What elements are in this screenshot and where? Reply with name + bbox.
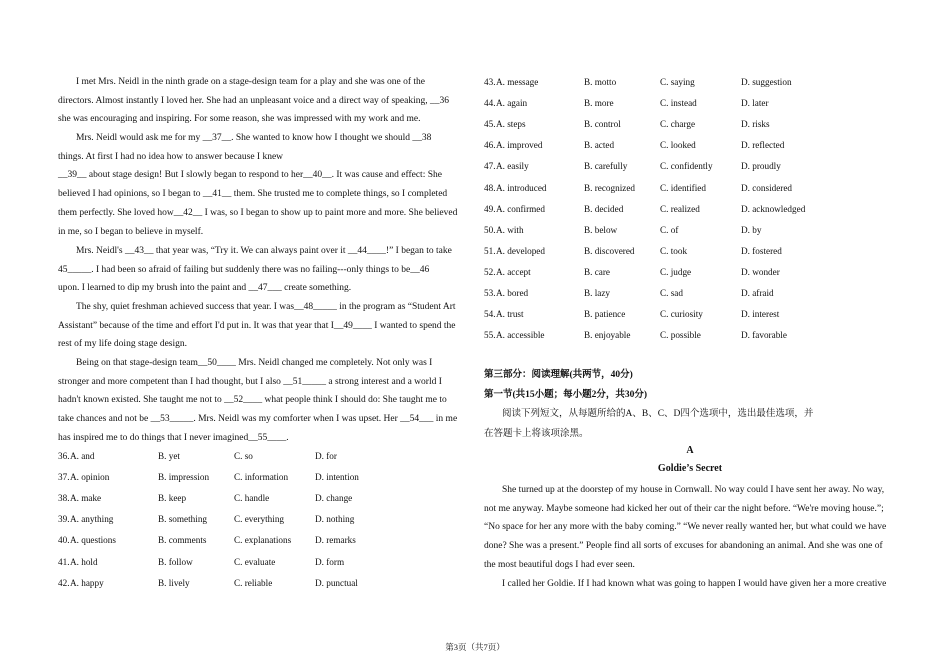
option-c: C. confidently: [660, 161, 713, 172]
question-number: 39.: [58, 514, 70, 525]
cloze-line: hadn't known existed. She taught me not to __52____ what people think I should do: She taught me to: [58, 395, 447, 406]
option-d: D. change: [315, 493, 353, 504]
cloze-line: Mrs. Neidl's __43__ that year was, “Try it. We can always paint over it __44____!” I began to take: [76, 246, 452, 256]
option-d: D. risks: [741, 119, 770, 130]
cloze-line: Assistant” because of the time and effort I'd put in. It was that year that I__49____ I wanted to spend the: [58, 320, 456, 331]
option-b: B. decided: [584, 203, 624, 214]
cloze-paragraph: [58, 298, 468, 354]
reading-line: the most beautiful dogs I had ever seen.: [484, 559, 635, 570]
section3-instruction-line2: 在答题卡上将该项涂黑。: [484, 429, 589, 439]
option-b: B. recognized: [584, 182, 636, 193]
cloze-line: directors. Almost instantly I loved her. She had an unpleasant voice and a direct way of speaking, __36: [58, 95, 449, 106]
option-b: B. something: [158, 514, 208, 525]
question-number: 53.: [484, 288, 496, 298]
question-number: 41.: [58, 556, 70, 567]
option-b: B. enjoyable: [584, 330, 631, 341]
option-b: B. acted: [584, 140, 615, 151]
option-a: A. introduced: [496, 182, 547, 193]
cloze-line: she was encouraging and inspiring. For some reason, she was impressed with my work and me.: [58, 114, 421, 125]
cloze-line: rest of my life doing stage design.: [58, 339, 188, 350]
question-number: 52.: [484, 266, 496, 277]
option-b: B. impression: [158, 472, 210, 483]
option-d: D. nothing: [315, 514, 355, 525]
option-b: B. yet: [158, 451, 180, 461]
reading-line: She turned up at the doorstep of my house in Cornwall. No way could I have sent her away. No way,: [502, 485, 885, 495]
option-a: A. make: [70, 493, 102, 504]
option-c: C. possible: [660, 330, 701, 341]
cloze-line: Being on that stage-design team__50____ Mrs. Neidl changed me completely. Not only was I: [76, 358, 433, 368]
question-number: 47.: [484, 161, 496, 172]
passage-title: Goldie’s Secret: [657, 463, 723, 474]
cloze-line: The shy, quiet freshman achieved success that year. I was__48_____ in the program as “Student Art: [76, 302, 456, 312]
option-b: B. control: [584, 119, 621, 130]
option-a: A. accept: [496, 266, 531, 277]
section3-instruction-line1: 阅读下列短文，从每题所给的A、B、C、D四个选项中，选出最佳选项，并: [502, 409, 814, 419]
option-d: D. afraid: [741, 288, 774, 298]
option-c: C. reliable: [234, 577, 273, 588]
cloze-line: Mrs. Neidl would ask me for my __37__. She wanted to know how I thought we should __38: [76, 133, 432, 143]
option-d: D. form: [315, 556, 345, 567]
option-b: B. care: [584, 266, 611, 277]
option-a: A. questions: [70, 535, 116, 546]
option-d: D. interest: [741, 309, 780, 320]
question-number: 37.: [58, 472, 70, 483]
question-number: 40.: [58, 535, 70, 546]
question-number: 44.: [484, 98, 496, 109]
reading-line: done? She was a present.” People find all sorts of excuses for abandoning an animal. And she was one of: [484, 541, 883, 552]
option-c: C. everything: [234, 514, 285, 525]
option-b: B. keep: [158, 493, 187, 504]
option-c: C. took: [660, 245, 688, 256]
option-a: A. opinion: [70, 472, 110, 483]
option-a: A. trust: [496, 309, 524, 320]
question-number: 55.: [484, 330, 496, 341]
reading-line: I called her Goldie. If I had known what was going to happen I would have given her a more creative: [502, 579, 887, 589]
cloze-line: upon. I learned to dip my brush into the paint and __47___ create something.: [58, 283, 352, 294]
option-d: D. favorable: [741, 330, 787, 341]
cloze-line: believed I had opinions, so I began to __41__ them. She trusted me to complete things, so I completed: [58, 189, 448, 200]
question-number: 49.: [484, 203, 496, 214]
option-d: D. later: [741, 98, 769, 109]
option-d: D. fostered: [741, 245, 782, 256]
option-d: D. intention: [315, 472, 359, 483]
question-number: 42.: [58, 577, 70, 588]
cloze-line: 45_____. I had been so afraid of failing but suddenly there was no failing---only things to be__46: [58, 264, 430, 275]
option-d: D. proudly: [741, 161, 781, 172]
option-d: D. for: [315, 451, 337, 461]
option-c: C. charge: [660, 119, 696, 130]
question-number: 38.: [58, 493, 70, 504]
option-a: A. again: [496, 98, 528, 109]
option-d: D. considered: [741, 182, 793, 193]
option-b: B. motto: [584, 77, 617, 87]
option-c: C. curiosity: [660, 309, 703, 320]
option-a: A. improved: [496, 140, 543, 151]
option-c: C. handle: [234, 493, 270, 504]
cloze-paragraph: [58, 73, 468, 129]
option-c: C. of: [660, 224, 679, 235]
option-b: B. patience: [584, 309, 626, 320]
question-number: 45.: [484, 119, 496, 130]
option-c: C. judge: [660, 266, 692, 277]
option-b: B. discovered: [584, 245, 635, 256]
option-c: C. evaluate: [234, 556, 276, 567]
option-b: B. lively: [158, 577, 190, 588]
cloze-paragraph: [58, 129, 468, 241]
cloze-line: in me, so I began to believe in myself.: [58, 226, 204, 237]
option-b: B. carefully: [584, 161, 628, 172]
cloze-line: has inspired me to do things that I never imagined__55____.: [58, 432, 289, 443]
option-a: A. happy: [70, 577, 104, 588]
option-c: C. identified: [660, 182, 706, 193]
question-number: 43.: [484, 77, 496, 87]
option-b: B. comments: [158, 535, 207, 546]
option-d: D. acknowledged: [741, 203, 806, 214]
option-a: A. and: [70, 451, 95, 461]
cloze-paragraph: [58, 354, 468, 448]
reading-paragraph: [484, 481, 896, 575]
section3-title: 第三部分：阅读理解(共两节，40分): [484, 370, 633, 380]
reading-line: not me anyway. Maybe someone had kicked her out of their car the night before. “We're moving house.”;: [484, 503, 884, 514]
option-b: B. more: [584, 98, 614, 109]
question-number: 46.: [484, 140, 496, 151]
option-c: C. so: [234, 451, 253, 461]
option-b: B. follow: [158, 556, 193, 567]
question-number: 51.: [484, 245, 496, 256]
option-c: C. information: [234, 472, 289, 483]
section3-subtitle: 第一节(共15小题；每小题2分，共30分): [484, 390, 648, 400]
page-footer: 第3页（共7页）: [445, 642, 505, 652]
question-number: 54.: [484, 309, 496, 320]
cloze-paragraph: [58, 242, 468, 298]
option-c: C. looked: [660, 140, 696, 151]
passage-letter: A: [686, 445, 694, 456]
option-c: C. realized: [660, 203, 700, 214]
question-number: 50.: [484, 224, 496, 235]
option-a: A. hold: [70, 556, 98, 567]
option-b: B. lazy: [584, 288, 611, 298]
option-a: A. confirmed: [496, 203, 545, 214]
option-a: A. steps: [496, 119, 526, 130]
option-d: D. remarks: [315, 535, 356, 546]
option-d: D. suggestion: [741, 77, 792, 87]
option-d: D. reflected: [741, 140, 785, 151]
question-number: 36.: [58, 451, 70, 461]
cloze-line: them perfectly. She loved how__42__ I was, so I began to show up to paint more and more. She believed: [58, 207, 458, 218]
cloze-line: I met Mrs. Neidl in the ninth grade on a stage-design team for a play and she was one of the: [76, 77, 426, 87]
option-a: A. with: [496, 224, 524, 235]
option-a: A. anything: [70, 514, 114, 525]
option-a: A. bored: [496, 288, 529, 298]
option-a: A. developed: [496, 245, 545, 256]
reading-line: “No space for her any more with the baby coming.” “We never really wanted her, but what could we have: [484, 522, 887, 533]
cloze-line: stronger and more competent than I had thought, but I also __51_____ a strong interest and a world I: [58, 376, 442, 387]
option-d: D. wonder: [741, 266, 780, 277]
option-d: D. punctual: [315, 577, 358, 588]
option-d: D. by: [741, 224, 762, 235]
question-number: 48.: [484, 182, 496, 193]
option-c: C. instead: [660, 98, 697, 109]
option-c: C. explanations: [234, 535, 292, 546]
reading-paragraph: [484, 575, 896, 594]
option-a: A. accessible: [496, 330, 545, 341]
cloze-line: __39__ about stage design! But I slowly began to respond to her__40__. It was cause and effect: She: [58, 170, 442, 181]
cloze-line: take chances and not be __53_____. Mrs. Neidl was my comforter when I was upset. Her __54___ in me: [58, 414, 458, 425]
option-a: A. easily: [496, 161, 529, 172]
cloze-line: things. At first I had no idea how to answer because I knew: [58, 151, 284, 162]
option-a: A. message: [496, 77, 539, 87]
option-c: C. sad: [660, 288, 683, 298]
option-c: C. saying: [660, 77, 695, 87]
option-b: B. below: [584, 224, 618, 235]
